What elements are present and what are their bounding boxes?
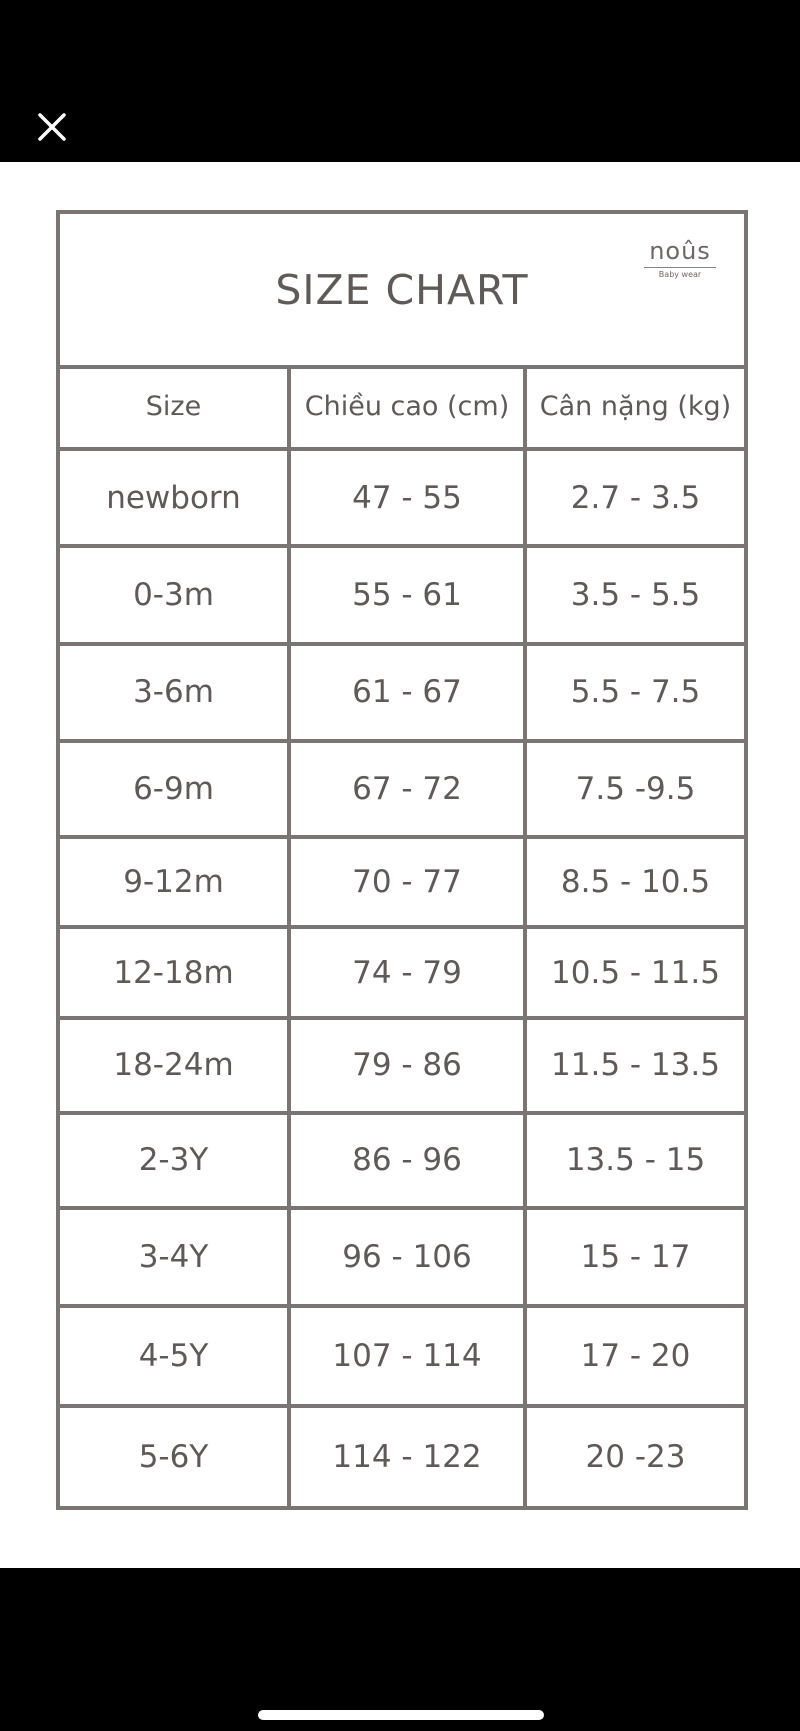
brand-divider [644, 267, 716, 268]
cell-size: 6-9m [60, 741, 289, 838]
cell-height: 70 - 77 [289, 837, 525, 927]
cell-weight: 8.5 - 10.5 [525, 837, 744, 927]
table-row [60, 1018, 744, 1112]
table-row [60, 546, 744, 644]
size-chart-image[interactable] [0, 162, 800, 1568]
header-height: Chiều cao (cm) [289, 365, 525, 449]
cell-height: 47 - 55 [289, 449, 525, 546]
cell-weight: 10.5 - 11.5 [525, 927, 744, 1018]
table-row [60, 1113, 744, 1209]
size-table [60, 365, 744, 1506]
cell-height: 107 - 114 [289, 1306, 525, 1406]
cell-height: 74 - 79 [289, 927, 525, 1018]
cell-weight: 7.5 -9.5 [525, 741, 744, 838]
table-row [60, 1208, 744, 1306]
header-weight: Cân nặng (kg) [525, 365, 744, 449]
cell-size: newborn [60, 449, 289, 546]
cell-weight: 20 -23 [525, 1406, 744, 1506]
cell-height: 67 - 72 [289, 741, 525, 838]
table-row [60, 449, 744, 546]
bottom-bar [0, 1568, 800, 1731]
cell-weight: 5.5 - 7.5 [525, 644, 744, 741]
brand-logo [644, 238, 716, 280]
brand-name: noûs [649, 237, 711, 265]
size-chart [56, 210, 748, 1510]
cell-height: 96 - 106 [289, 1208, 525, 1306]
close-button[interactable] [30, 105, 74, 149]
cell-weight: 17 - 20 [525, 1306, 744, 1406]
cell-size: 3-4Y [60, 1208, 289, 1306]
home-indicator[interactable] [258, 1710, 544, 1720]
table-header-row [60, 365, 744, 449]
cell-weight: 2.7 - 3.5 [525, 449, 744, 546]
table-row [60, 1306, 744, 1406]
cell-size: 18-24m [60, 1018, 289, 1112]
table-row [60, 644, 744, 741]
header-size: Size [60, 365, 289, 449]
close-icon [30, 105, 74, 149]
cell-weight: 15 - 17 [525, 1208, 744, 1306]
table-row [60, 741, 744, 838]
cell-height: 55 - 61 [289, 546, 525, 644]
table-row [60, 927, 744, 1018]
cell-size: 12-18m [60, 927, 289, 1018]
cell-size: 4-5Y [60, 1306, 289, 1406]
brand-subtitle: Baby wear [658, 270, 702, 279]
cell-size: 3-6m [60, 644, 289, 741]
cell-weight: 13.5 - 15 [525, 1113, 744, 1209]
cell-size: 5-6Y [60, 1406, 289, 1506]
chart-header [60, 214, 744, 369]
cell-height: 86 - 96 [289, 1113, 525, 1209]
cell-size: 0-3m [60, 546, 289, 644]
top-bar [0, 0, 800, 162]
table-row [60, 837, 744, 927]
cell-height: 114 - 122 [289, 1406, 525, 1506]
cell-height: 79 - 86 [289, 1018, 525, 1112]
chart-title: SIZE CHART [275, 266, 529, 314]
cell-weight: 11.5 - 13.5 [525, 1018, 744, 1112]
table-row [60, 1406, 744, 1506]
cell-height: 61 - 67 [289, 644, 525, 741]
cell-size: 9-12m [60, 837, 289, 927]
cell-size: 2-3Y [60, 1113, 289, 1209]
cell-weight: 3.5 - 5.5 [525, 546, 744, 644]
